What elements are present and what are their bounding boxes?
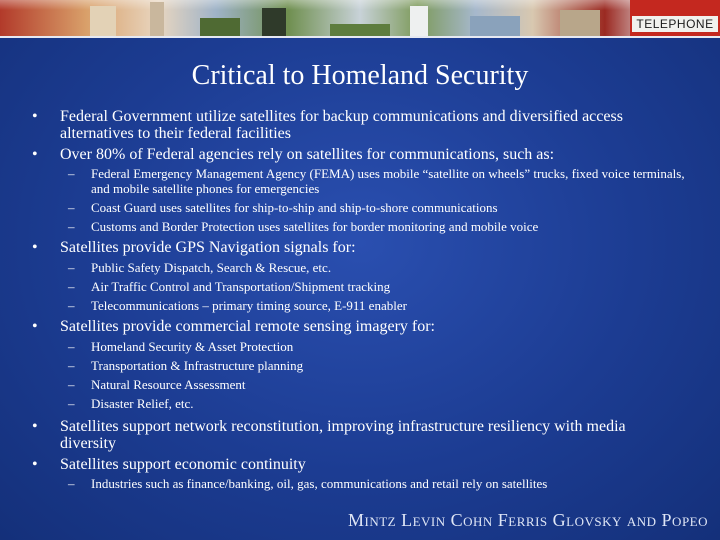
dash-marker: –	[68, 200, 75, 215]
dash-marker: –	[68, 219, 75, 234]
firm-logo: Mintz Levin Cohn Ferris Glovsky and Popeo	[347, 510, 708, 530]
tower-icon	[150, 2, 164, 36]
bullet-text: Federal Government utilize satellites for backup communications and diversified access alternatives to their federal facilities	[60, 108, 623, 142]
sub-bullet-text: Air Traffic Control and Transportation/Shipment tracking	[91, 279, 391, 294]
dash-marker: –	[68, 377, 75, 392]
bullet-marker: •	[32, 318, 38, 335]
banner-divider	[0, 36, 720, 38]
bullet-text: Satellites support economic continuity	[60, 456, 306, 473]
bullet-text: Satellites provide GPS Navigation signals for:	[60, 239, 356, 256]
sub-bullet-text: Customs and Border Protection uses satellites for border monitoring and mobile voice	[91, 219, 539, 234]
bullet-marker: •	[32, 239, 38, 256]
sub-bullet-text: Telecommunications – primary timing source, E-911 enabler	[91, 298, 407, 313]
dash-marker: –	[68, 166, 75, 181]
sub-bullet-text: Transportation & Infrastructure planning	[91, 358, 304, 373]
sub-bullet-text: Industries such as finance/banking, oil, gas, communications and retail rely on satellites	[91, 476, 548, 491]
building-icon	[560, 10, 600, 36]
dash-marker: –	[68, 476, 75, 491]
telephone-sign: TELEPHONE	[632, 16, 718, 32]
telephone-booth-image	[630, 0, 720, 36]
building-icon	[470, 16, 520, 36]
sub-bullet-text: Coast Guard uses satellites for ship-to-ship and ship-to-shore communications	[91, 200, 498, 215]
tree-icon	[200, 18, 240, 36]
building-icon	[90, 6, 116, 36]
dash-marker: –	[68, 396, 75, 411]
bullet-text: Satellites provide commercial remote sensing imagery for:	[60, 318, 435, 335]
bullet-marker: •	[32, 108, 38, 125]
dash-marker: –	[68, 298, 75, 313]
slide-title: Critical to Homeland Security	[191, 60, 529, 91]
sub-bullet-text: Federal Emergency Management Agency (FEMA) uses mobile “satellite on wheels” trucks, fixed voice terminals, and mobile satellite phones for emergencies	[91, 166, 685, 196]
bullet-marker: •	[32, 146, 38, 163]
dash-marker: –	[68, 260, 75, 275]
sub-bullet-text: Homeland Security & Asset Protection	[91, 339, 294, 354]
sub-bullet-text: Natural Resource Assessment	[91, 377, 246, 392]
header-photo-banner	[0, 0, 720, 36]
bullet-marker: •	[32, 456, 38, 473]
dash-marker: –	[68, 339, 75, 354]
capitol-dome-icon	[410, 6, 428, 36]
sub-bullet-text: Disaster Relief, etc.	[91, 396, 194, 411]
dash-marker: –	[68, 279, 75, 294]
dash-marker: –	[68, 358, 75, 373]
bullet-marker: •	[32, 418, 38, 435]
memorial-statue-icon	[262, 8, 286, 36]
bullet-text: Over 80% of Federal agencies rely on satellites for communications, such as:	[60, 146, 555, 163]
bullet-text: Satellites support network reconstitution, improving infrastructure resiliency with media diversity	[60, 418, 626, 452]
lawn-icon	[330, 24, 390, 36]
sub-bullet-text: Public Safety Dispatch, Search & Rescue, etc.	[91, 260, 332, 275]
